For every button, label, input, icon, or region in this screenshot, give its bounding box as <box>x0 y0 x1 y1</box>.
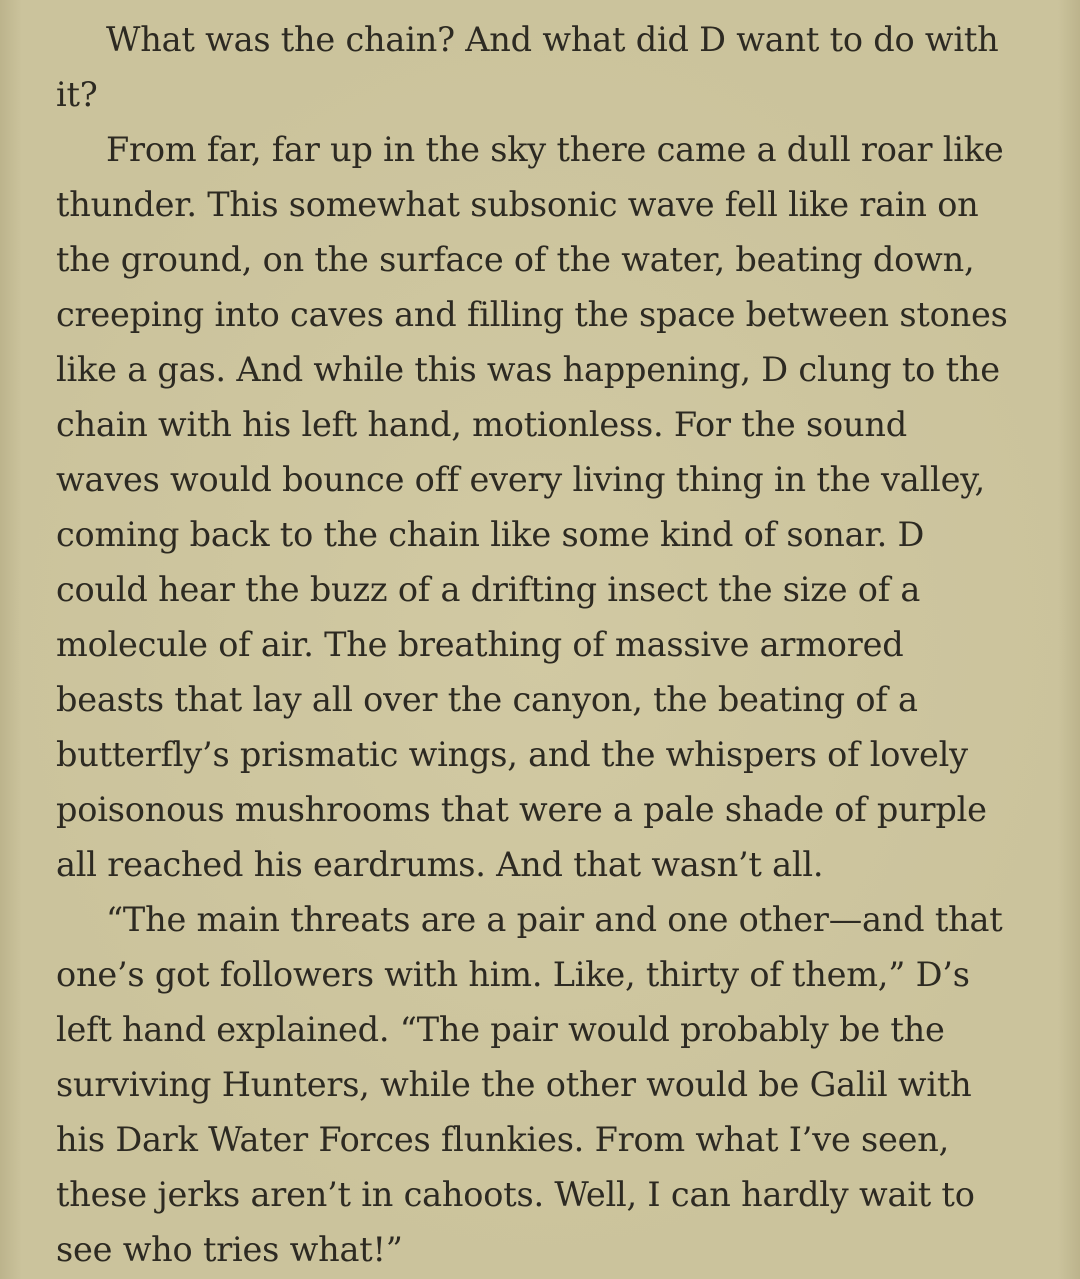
paragraph: From far, far up in the sky there came a dull roar like thunder. This somewhat subsonic wave fell like rain on the ground, on the surface of the water, beating down, creeping into caves and filling the space between stones like a gas. And while this was happening, D clung to the chain with his left hand, motionless. For the sound waves would bounce off every living thing in the valley, coming back to the chain like some kind of sonar. D could hear the buzz of a drifting insect the size of a molecule of air. The breathing of massive armored beasts that lay all over the canyon, the beating of a butterfly’s prismatic wings, and the whispers of lovely poisonous mushrooms that were a pale shade of purple all reached his eardrums. And that wasn’t all. <box>56 130 1008 884</box>
book-text <box>56 12 1018 1277</box>
paragraph: “The main threats are a pair and one other—and that one’s got followers with him. Like, thirty of them,” D’s left hand explained. “The pair would probably be the surviving Hunters, while the other would be Galil with his Dark Water Forces flunkies. From what I’ve seen, these jerks aren’t in cahoots. Well, I can hardly wait to see who tries what!” <box>56 900 1003 1269</box>
paragraph: What was the chain? And what did D want to do with it? <box>56 20 999 114</box>
